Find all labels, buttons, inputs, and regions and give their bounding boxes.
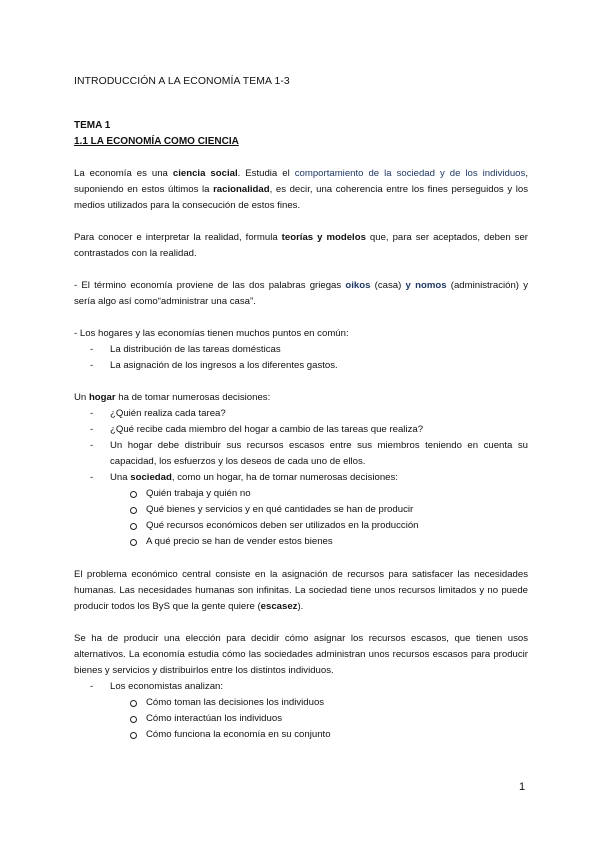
- section-heading: 1.1 LA ECONOMÍA COMO CIENCIA: [74, 136, 239, 147]
- highlighted-term: nomos: [415, 280, 447, 291]
- text-run: , suponiendo en estos últimos la: [74, 168, 528, 195]
- document-title: INTRODUCCIÓN A LA ECONOMÍA TEMA 1-3: [74, 76, 290, 87]
- text-run: (casa): [370, 280, 406, 291]
- document-body: [74, 74, 528, 743]
- list-economists: [74, 679, 528, 743]
- list-item-text: ¿Qué recibe cada miembro del hogar a cambio de las tareas que realiza?: [110, 424, 424, 435]
- bold-term: racionalidad: [213, 184, 270, 195]
- bold-term: sociedad: [130, 472, 172, 483]
- circle-bullet-icon: [130, 507, 137, 514]
- text-run: , como un hogar, ha de tomar numerosas decisiones:: [171, 472, 398, 483]
- text-run: El problema económico central consiste en la asignación de recursos para satisfacer las necesidades humanas. Las necesidades humanas son infinitas. La sociedad tiene unos recursos limitados y no puede producir todos los ByS que la gente quiere (: [74, 569, 528, 612]
- text-run: . Estudia el: [237, 168, 295, 179]
- list-item: [74, 342, 528, 358]
- paragraph-definition: [74, 166, 528, 214]
- circle-bullet-icon: [130, 716, 137, 723]
- text-run: - El término economía proviene de las dos palabras griegas: [74, 280, 346, 291]
- list-item-text: Los economistas analizan:: [110, 681, 224, 692]
- sublist-item-text: Cómo interactúan los individuos: [146, 713, 282, 724]
- sublist-item-text: Cómo funciona la economía en su conjunto: [146, 729, 331, 740]
- circle-bullet-icon: [130, 491, 137, 498]
- dash-bullet: -: [90, 681, 94, 692]
- highlighted-term: comportamiento de la sociedad y de los individuos: [294, 168, 526, 179]
- highlighted-term: oikos: [345, 280, 371, 291]
- list-household-tasks: [74, 342, 528, 374]
- list-item: [74, 422, 528, 438]
- bold-term: ciencia social: [172, 168, 238, 179]
- sublist-item: [110, 534, 528, 550]
- text-run: Una: [110, 472, 131, 483]
- sublist-item: [110, 727, 528, 743]
- sublist-item: [110, 711, 528, 727]
- sublist-item: [110, 486, 528, 502]
- sublist-item: [110, 695, 528, 711]
- sublist-item-text: Cómo toman las decisiones los individuos: [146, 697, 325, 708]
- page-number: 1: [519, 781, 526, 793]
- dash-bullet: -: [90, 472, 94, 483]
- list-item-text: La asignación de los ingresos a los diferentes gastos.: [110, 360, 338, 371]
- highlighted-term: y: [405, 280, 411, 291]
- sublist-item-text: Qué recursos económicos deben ser utilizados en la producción: [146, 520, 419, 531]
- list-item: [74, 679, 528, 743]
- text-run: Para conocer e interpretar la realidad, formula: [74, 232, 282, 243]
- dash-bullet: -: [90, 360, 94, 371]
- list-item-text: La distribución de las tareas domésticas: [110, 344, 281, 355]
- paragraph-households: - Los hogares y las economías tienen muchos puntos en común:: [74, 328, 349, 339]
- circle-bullet-icon: [130, 732, 137, 739]
- circle-bullet-icon: [130, 523, 137, 530]
- text-run: ).: [297, 601, 304, 612]
- sublist-item-text: Qué bienes y servicios y en qué cantidades se han de producir: [146, 504, 414, 515]
- circle-bullet-icon: [130, 539, 137, 546]
- chapter-heading: TEMA 1: [74, 120, 111, 131]
- text-run: ha de tomar numerosas decisiones:: [115, 392, 271, 403]
- list-item: [74, 358, 528, 374]
- list-item-text: ¿Quién realiza cada tarea?: [110, 408, 226, 419]
- sublist-item: [110, 502, 528, 518]
- dash-bullet: -: [90, 424, 94, 435]
- dash-bullet: -: [90, 440, 94, 451]
- bold-term: hogar: [88, 392, 116, 403]
- list-item: [74, 438, 528, 470]
- bold-term: teorías y modelos: [281, 232, 366, 243]
- list-decisions: [74, 406, 528, 550]
- sublist-society-decisions: [110, 486, 528, 550]
- list-item-text: Un hogar debe distribuir sus recursos escasos entre sus miembros teniendo en cuenta su capacidad, los esfuerzos y los deseos de cada uno de ellos.: [110, 440, 528, 467]
- text-run: La economía es una: [74, 168, 173, 179]
- paragraph-etymology: [74, 278, 528, 310]
- circle-bullet-icon: [130, 700, 137, 707]
- text-run: (administración) y sería algo así como“administrar una casa”.: [74, 280, 528, 307]
- bold-term: escasez: [260, 601, 298, 612]
- text-run: , es decir, una coherencia entre los fines perseguidos y los medios utilizados para la consecución de estos fines.: [74, 184, 528, 211]
- sublist-item-text: A qué precio se han de vender estos bienes: [146, 536, 333, 547]
- sublist-item: [110, 518, 528, 534]
- sublist-economists-analyze: [110, 695, 528, 743]
- paragraph-choice: Se ha de producir una elección para decidir cómo asignar los recursos escasos, que tienen usos alternativos. La economía estudia cómo las sociedades administran unos recursos escasos para producir bienes y servicios y distribuirlos entre los distintos individuos.: [74, 633, 528, 676]
- list-item: [74, 406, 528, 422]
- text-run: que, para ser aceptados, deben ser contrastados con la realidad.: [74, 232, 529, 259]
- list-item: [74, 470, 528, 550]
- sublist-item-text: Quién trabaja y quién no: [146, 488, 251, 499]
- dash-bullet: -: [90, 344, 94, 355]
- paragraph-theories: [74, 230, 528, 262]
- paragraph-economic-problem: [74, 567, 528, 615]
- dash-bullet: -: [90, 408, 94, 419]
- paragraph-hogar: [74, 390, 528, 406]
- text-run: Un: [74, 392, 89, 403]
